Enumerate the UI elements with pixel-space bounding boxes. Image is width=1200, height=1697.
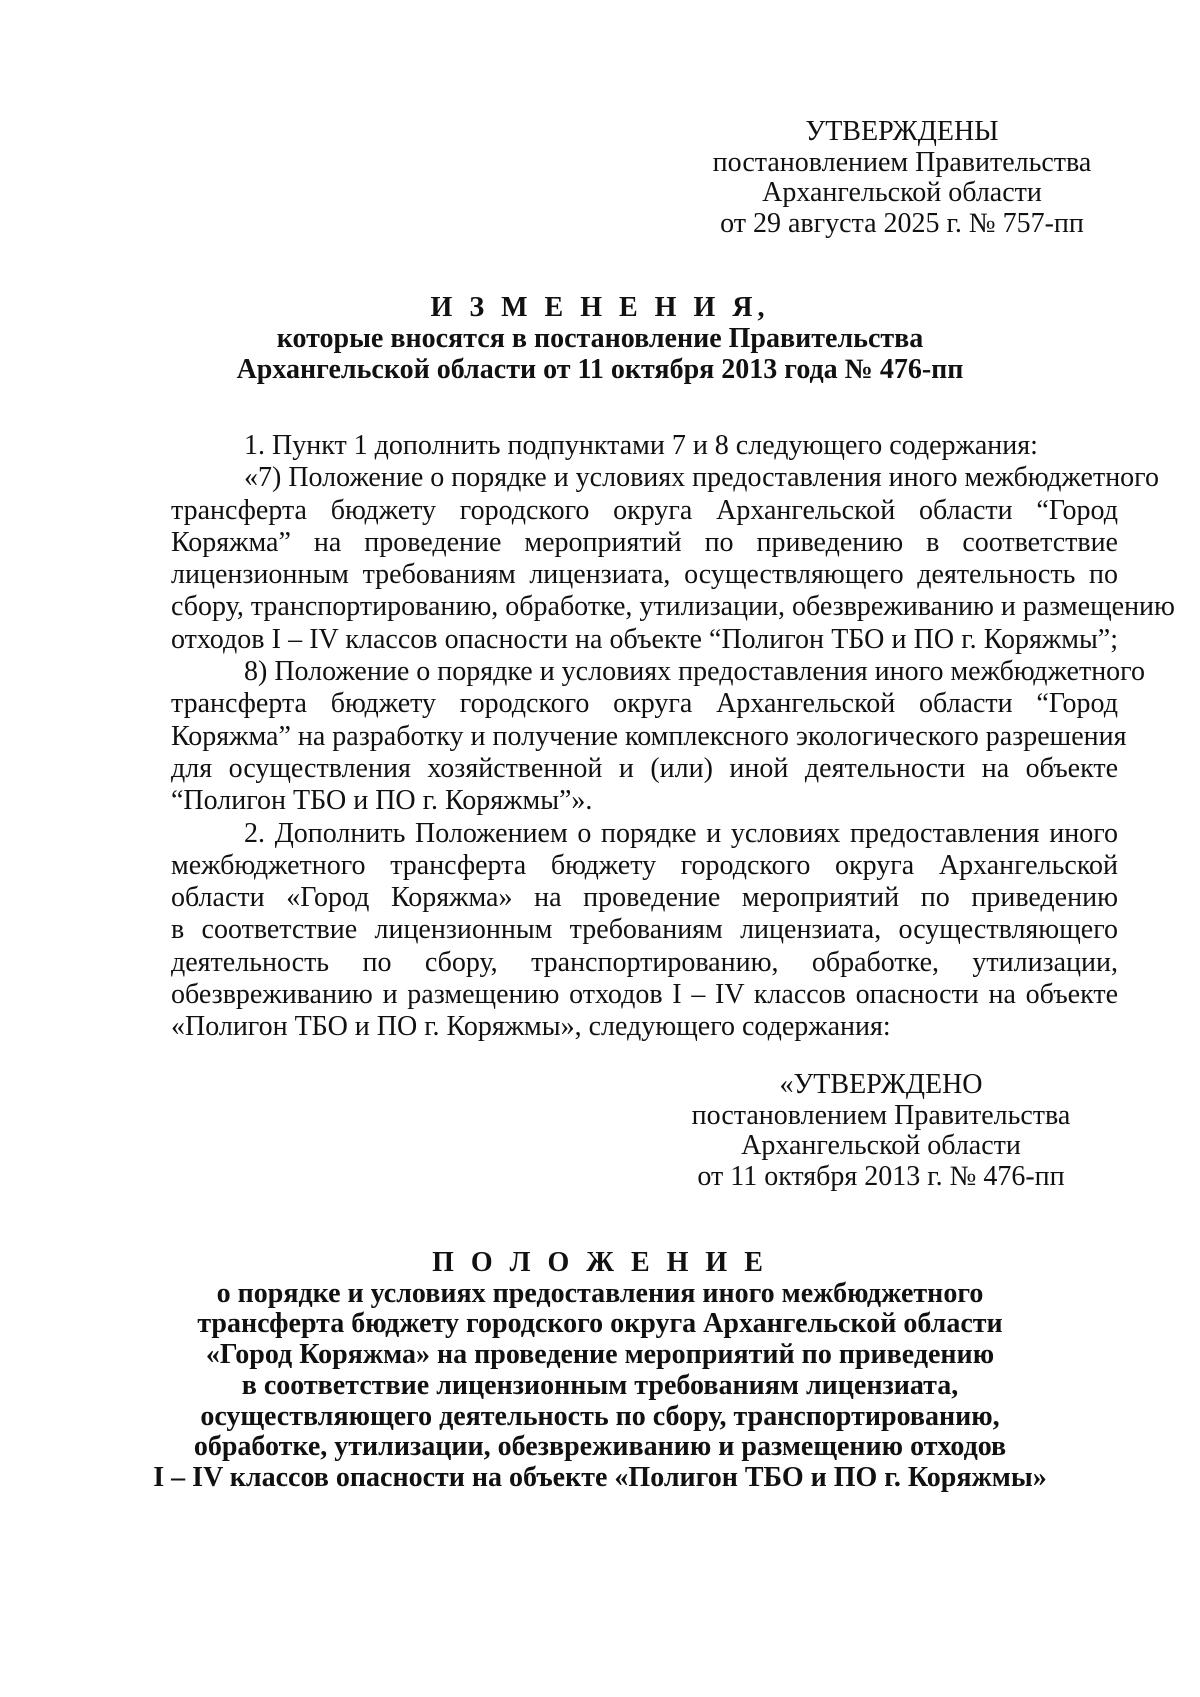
- changes-subtitle-line: Архангельской области от 11 октября 2013 года № 476-пп: [236, 354, 964, 385]
- regulation-subtitle-line: осуществляющего деятельность по сбору, транспортированию,: [200, 1400, 1000, 1432]
- paragraph-line: деятельность по сбору, транспортированию, обработке, утилизации,: [171, 946, 1118, 978]
- body-text: [171, 430, 1175, 1044]
- paragraph-line: Коряжма” на проведение мероприятий по приведению в соответствие: [171, 526, 1118, 558]
- changes-subtitle-line: которые вносятся в постановление Правительства: [276, 323, 924, 354]
- approval-line: постановлением Правительства: [691, 1099, 1071, 1131]
- regulation-subtitle-line: о порядке и условиях предоставления иного межбюджетного: [216, 1277, 984, 1309]
- changes-title: [100, 292, 1100, 385]
- regulation-heading: П О Л О Ж Е Н И Е: [432, 1247, 768, 1278]
- paragraph-line: лицензионным требованиям лицензиата, осуществляющего деятельность по: [171, 559, 1118, 591]
- paragraph-line: обезвреживанию и размещению отходов I – IV классов опасности на объекте: [171, 979, 1118, 1011]
- regulation-subtitle-line: «Город Коряжма» на проведение мероприятий по приведению: [205, 1339, 995, 1371]
- paragraph-line: «Полигон ТБО и ПО г. Коряжмы», следующего содержания:: [171, 1011, 891, 1043]
- approval-stamp-regulation: [681, 1070, 1081, 1192]
- paragraph-line: 8) Положение о порядке и условиях предоставления иного межбюджетного: [244, 656, 1145, 688]
- paragraph-line: межбюджетного трансферта бюджету городского округа Архангельской: [171, 849, 1118, 881]
- paragraph-line: области «Город Коряжма» на проведение мероприятий по приведению: [171, 882, 1118, 914]
- paragraph-line: 2. Дополнить Положением о порядке и условиях предоставления иного: [244, 817, 1118, 849]
- paragraph-line: трансферта бюджету городского округа Архангельской области “Город: [171, 688, 1118, 720]
- approval-line: постановлением Правительства: [712, 146, 1092, 178]
- regulation-subtitle-line: обработке, утилизации, обезвреживанию и размещению отходов: [193, 1431, 1007, 1463]
- paragraph-line: трансферта бюджету городского округа Архангельской области “Город: [171, 494, 1118, 526]
- paragraph-line: Коряжма” на разработку и получение комплексного экологического разрешения: [171, 720, 1127, 752]
- approval-stamp-top: [702, 117, 1102, 239]
- paragraph-line: “Полигон ТБО и ПО г. Коряжмы”».: [171, 785, 593, 817]
- approval-line: от 11 октября 2013 г. № 476-пп: [697, 1160, 1065, 1192]
- approval-line: «УТВЕРЖДЕНО: [779, 1069, 983, 1100]
- changes-heading: И З М Е Н Е Н И Я,: [430, 292, 770, 323]
- approval-line: Архангельской области: [741, 1130, 1021, 1162]
- regulation-subtitle-line: трансферта бюджету городского округа Архангельской области: [197, 1308, 1003, 1340]
- regulation-subtitle-line: в соответствие лицензионным требованиям лицензиата,: [241, 1369, 959, 1401]
- paragraph-line: в соответствие лицензионным требованиям лицензиата, осуществляющего: [171, 914, 1118, 946]
- paragraph-line: «7) Положение о порядке и условиях предоставления иного межбюджетного: [244, 462, 1159, 494]
- paragraph-line: сбору, транспортированию, обработке, утилизации, обезвреживанию и размещению: [171, 591, 1175, 623]
- paragraph-line: 1. Пункт 1 дополнить подпунктами 7 и 8 следующего содержания:: [244, 430, 1038, 461]
- regulation-title: [100, 1248, 1100, 1494]
- approval-line: от 29 августа 2025 г. № 757-пп: [720, 207, 1084, 239]
- regulation-subtitle-line: I – IV классов опасности на объекте «Полигон ТБО и ПО г. Коряжмы»: [153, 1461, 1047, 1493]
- approval-line: Архангельской области: [762, 177, 1042, 209]
- paragraph-line: для осуществления хозяйственной и (или) иной деятельности на объекте: [171, 752, 1118, 784]
- approval-line: УТВЕРЖДЕНЫ: [805, 116, 999, 147]
- paragraph-line: отходов I – IV классов опасности на объекте “Полигон ТБО и ПО г. Коряжмы”;: [171, 623, 1118, 655]
